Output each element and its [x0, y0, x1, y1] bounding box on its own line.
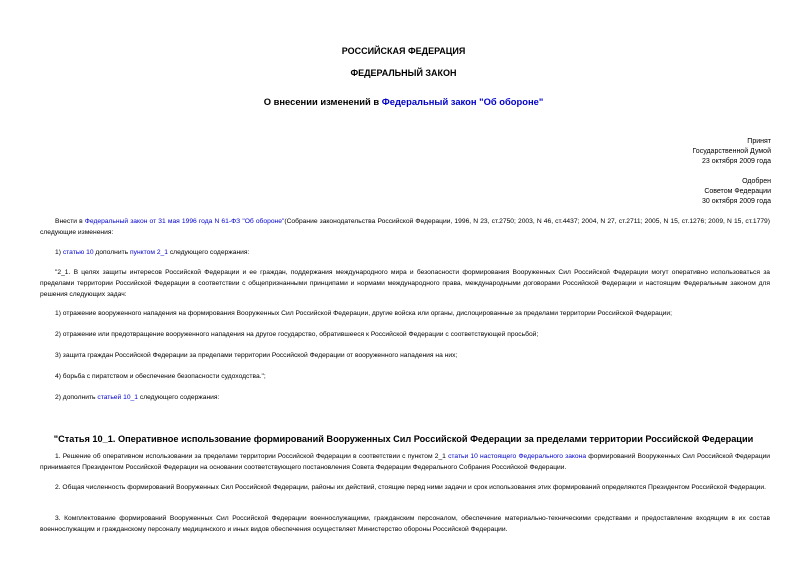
law-title-link[interactable]: Федеральный закон "Об обороне"	[381, 96, 544, 107]
law-title-prefix: О внесении изменений в	[263, 96, 382, 107]
adoption-accepted	[571, 137, 771, 166]
task-item: 1) отражение вооруженного нападения на формирования Вооруженных Сил Российской Федерации, другие войска или органы, дислоцированные за пределами территории Российской Федерации;	[55, 310, 673, 317]
art-p1-suffix: формирований Вооруженных Сил Российской Федерации принимается Президентом Российской Федерации на основании соответствующего постановления Совета Федерации Федерального Собрания Российской Федерации.	[40, 453, 770, 471]
law-title	[0, 96, 807, 107]
doc-type-heading: ФЕДЕРАЛЬНЫЙ ЗАКОН	[350, 68, 457, 78]
art-p1-prefix: 1. Решение об оперативном использовании за пределами территории Российской Федерации в соответствии с пунктом 2_1	[55, 453, 449, 460]
approved-line: Советом Федерации	[704, 187, 771, 195]
article-10-1-title: "Статья 10_1. Оперативное использование формирований Вооруженных Сил Российской Федерации за пределами территории Российской Федерации	[53, 434, 754, 444]
accepted-line: 23 октября 2009 года	[702, 157, 771, 165]
intro-suffix: (Собрание законодательства Российской Федерации, 1996, N 23, ст.2750; 2003, N 46, ст.4437; 2004, N 27, ст.2711; 2005, N 15, ст.1276; 2009, N 15, ст.1779) следующие изменения:	[40, 218, 770, 236]
intro-prefix: Внести в	[55, 218, 85, 225]
task-item: 4) борьба с пиратством и обеспечение безопасности судоходства.";	[55, 373, 266, 380]
adoption-approved	[571, 177, 771, 206]
item-2	[40, 393, 770, 404]
item-1-num: 1)	[55, 249, 63, 256]
accepted-line: Государственной Думой	[692, 147, 771, 155]
article-paragraph-2: 2. Общая численность формирований Вооруженных Сил Российской Федерации, районы их действий, стоящие перед ними задачи и срок использования этих формирований определяются Президентом Российской Федерации.	[55, 484, 766, 491]
intro-law-link[interactable]: Федеральный закон от 31 мая 1996 года N 61-ФЗ "Об обороне"	[84, 218, 285, 225]
item-1-suffix: следующего содержания:	[167, 249, 250, 256]
approved-line: 30 октября 2009 года	[702, 197, 771, 205]
task-item: 3) защита граждан Российской Федерации за пределами территории Российской Федерации от вооруженного нападения на них;	[55, 352, 458, 359]
article-paragraph-1	[40, 452, 770, 474]
paragraph-2-1: "2_1. В целях защиты интересов Российской Федерации и ее граждан, поддержания международного мира и безопасности формирования Вооруженных Сил Российской Федерации могут оперативно использоваться за пределами территории Российской Федерации в соответствии с общепризнанными принципами и нормами международного права, международными договорами Российской Федерации и настоящим Федеральным законом для решения следующих задач:	[40, 269, 770, 298]
accepted-line: Принят	[747, 138, 771, 145]
item-2-suffix: следующего содержания:	[138, 394, 220, 401]
item-2-prefix: 2) дополнить	[55, 394, 98, 401]
article-10-link[interactable]: статью 10	[62, 249, 94, 256]
approved-line: Одобрен	[742, 178, 771, 185]
article-paragraph-3: 3. Комплектование формирований Вооруженных Сил Российской Федерации военнослужащими, гражданским персоналом, обеспечение материально-техническими средствами и предоставление входящим в их состав военнослужащим и гражданскому персоналу медицинского и иных видов обеспечения осуществляет Министерство обороны Российской Федерации.	[40, 515, 770, 533]
task-item: 2) отражение или предотвращение вооруженного нападения на другое государство, обратившееся к Российской Федерации с соответствующей просьбой;	[55, 331, 539, 338]
intro-paragraph	[40, 217, 770, 239]
item-1	[40, 248, 770, 259]
article-10-1-link[interactable]: статьей 10_1	[97, 394, 138, 401]
country-heading: РОССИЙСКАЯ ФЕДЕРАЦИЯ	[341, 46, 466, 56]
article-10-ref-link[interactable]: статьи 10 настоящего Федерального закона	[448, 453, 587, 460]
point-2-1-link[interactable]: пунктом 2_1	[130, 249, 168, 256]
item-1-mid: дополнить	[93, 249, 130, 256]
